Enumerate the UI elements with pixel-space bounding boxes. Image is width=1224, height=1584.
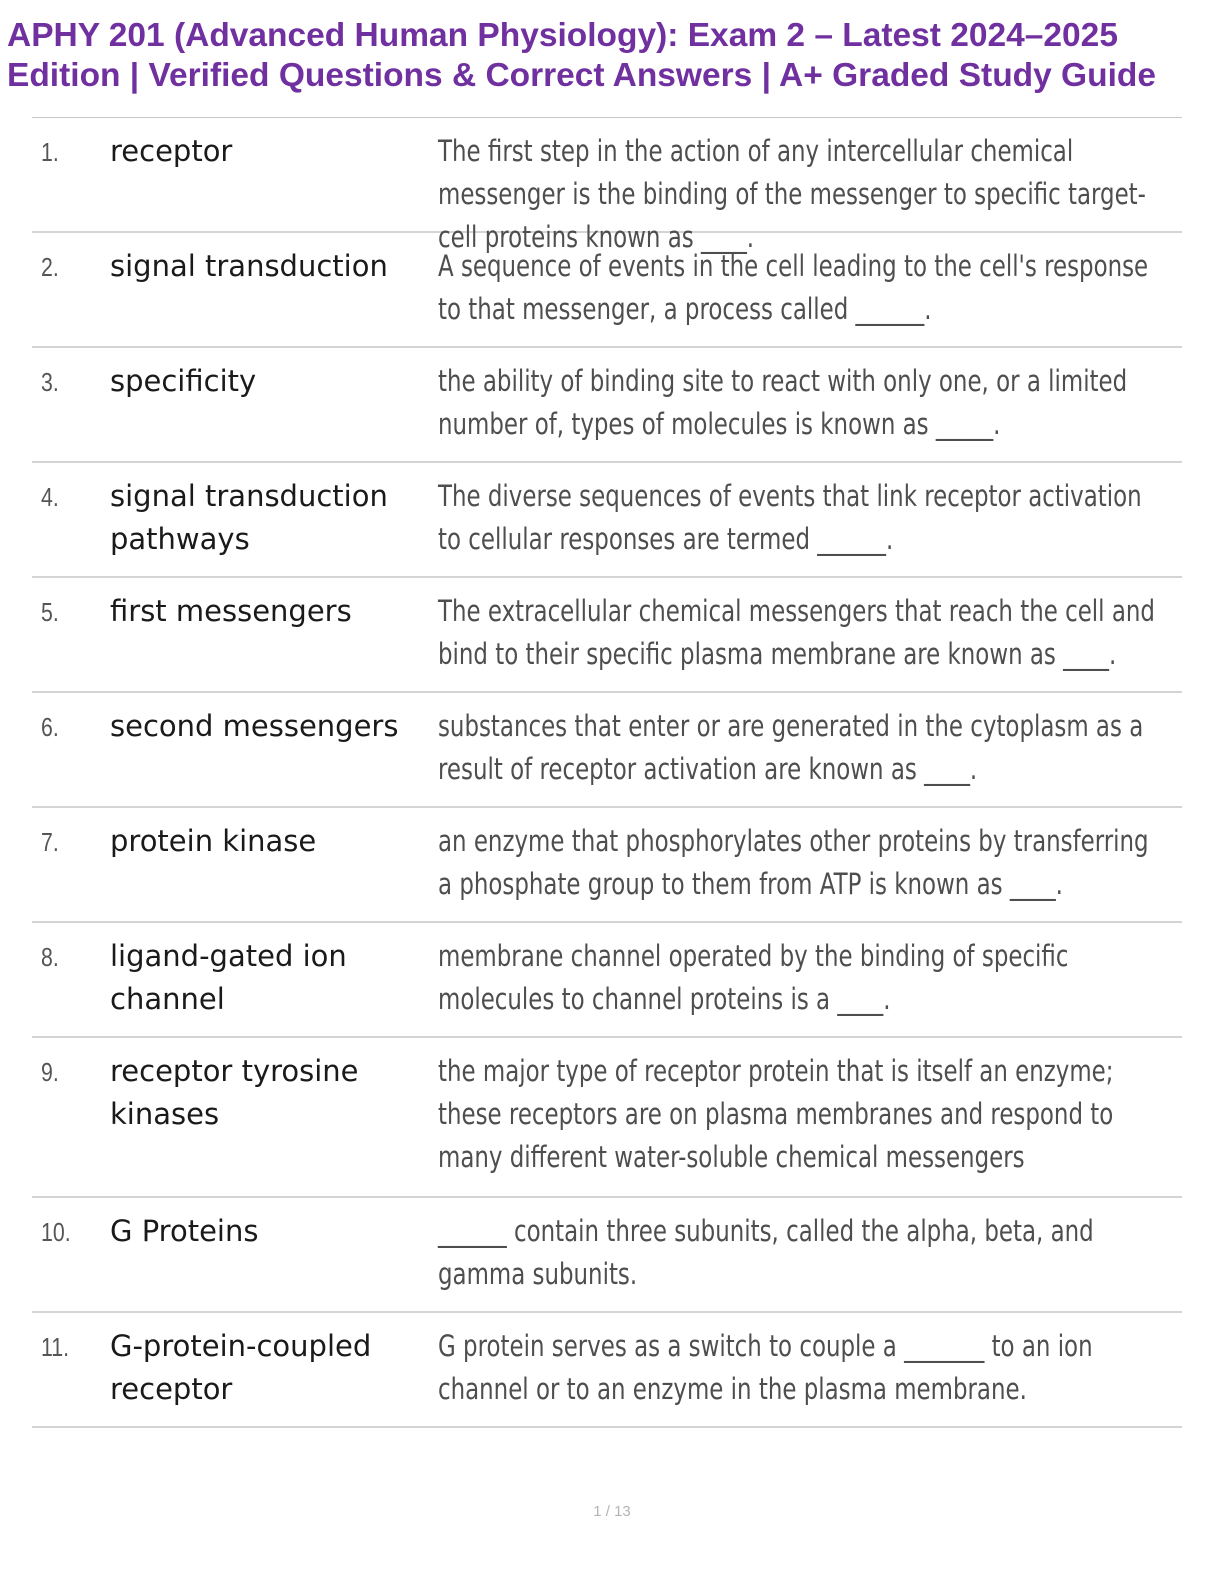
document-title: APHY 201 (Advanced Human Physiology): Exam 2 – Latest 2024–2025 Edition | Verified Questions & Correct Answers | A+ Graded Study Guide [7,17,1156,94]
card-definition: The diverse sequences of events that link receptor activation to cellular responses are termed ______. [438,479,1142,556]
card-term: protein kinase [110,824,317,858]
card-number: 7. [41,827,59,857]
card-number: 9. [41,1057,59,1087]
flashcard-row [32,578,1182,693]
card-definition: The first step in the action of any intercellular chemical messenger is the binding of the messenger to specific target-cell proteins known as ____. [438,134,1146,254]
card-number: 6. [41,712,59,742]
card-definition: membrane channel operated by the binding of specific molecules to channel proteins is a ____. [438,939,1069,1016]
card-term: signal transduction [110,249,388,283]
card-term: G-protein-coupled receptor [110,1329,372,1406]
flashcard-row [32,348,1182,463]
card-definition: the ability of binding site to react with only one, or a limited number of, types of molecules is known as _____. [438,364,1128,441]
flashcard-list [32,118,1182,1428]
card-definition: G protein serves as a switch to couple a _______ to an ion channel or to an enzyme in the plasma membrane. [438,1329,1093,1406]
card-term: G Proteins [110,1214,259,1248]
flashcard-row [32,463,1182,578]
card-definition: A sequence of events in the cell leading to the cell's response to that messenger, a process called ______. [438,249,1149,326]
card-number: 10. [41,1217,71,1247]
card-definition: substances that enter or are generated in the cytoplasm as a result of receptor activation are known as ____. [438,709,1144,786]
flashcard-row [32,233,1182,348]
card-definition: the major type of receptor protein that is itself an enzyme; these receptors are on plasma membranes and respond to many different water-soluble chemical messengers [438,1054,1114,1174]
card-definition: The extracellular chemical messengers that reach the cell and bind to their specific plasma membrane are known as ____. [438,594,1155,671]
card-term: receptor [110,134,233,168]
card-term: ligand-gated ion channel [110,939,347,1016]
card-number: 5. [41,597,59,627]
card-number: 3. [41,367,59,397]
flashcard-row [32,808,1182,923]
flashcard-row [32,1038,1182,1198]
page-number: 1 / 13 [593,1503,631,1520]
flashcard-row [32,1198,1182,1313]
card-term: signal transduction pathways [110,479,388,556]
card-number: 1. [41,137,59,167]
flashcard-row [32,693,1182,808]
card-term: receptor tyrosine kinases [110,1054,359,1131]
card-number: 8. [41,942,59,972]
flashcard-row [32,923,1182,1038]
card-number: 2. [41,252,59,282]
flashcard-row [32,118,1182,254]
card-term: first messengers [110,594,352,628]
card-number: 4. [41,482,59,512]
card-term: specificity [110,364,257,398]
flashcard-row [32,1313,1182,1428]
card-term: second messengers [110,709,399,743]
card-definition: an enzyme that phosphorylates other proteins by transferring a phosphate group to them from ATP is known as ____. [438,824,1149,901]
card-number: 11. [41,1332,70,1362]
card-definition: ______ contain three subunits, called the alpha, beta, and gamma subunits. [438,1214,1094,1291]
